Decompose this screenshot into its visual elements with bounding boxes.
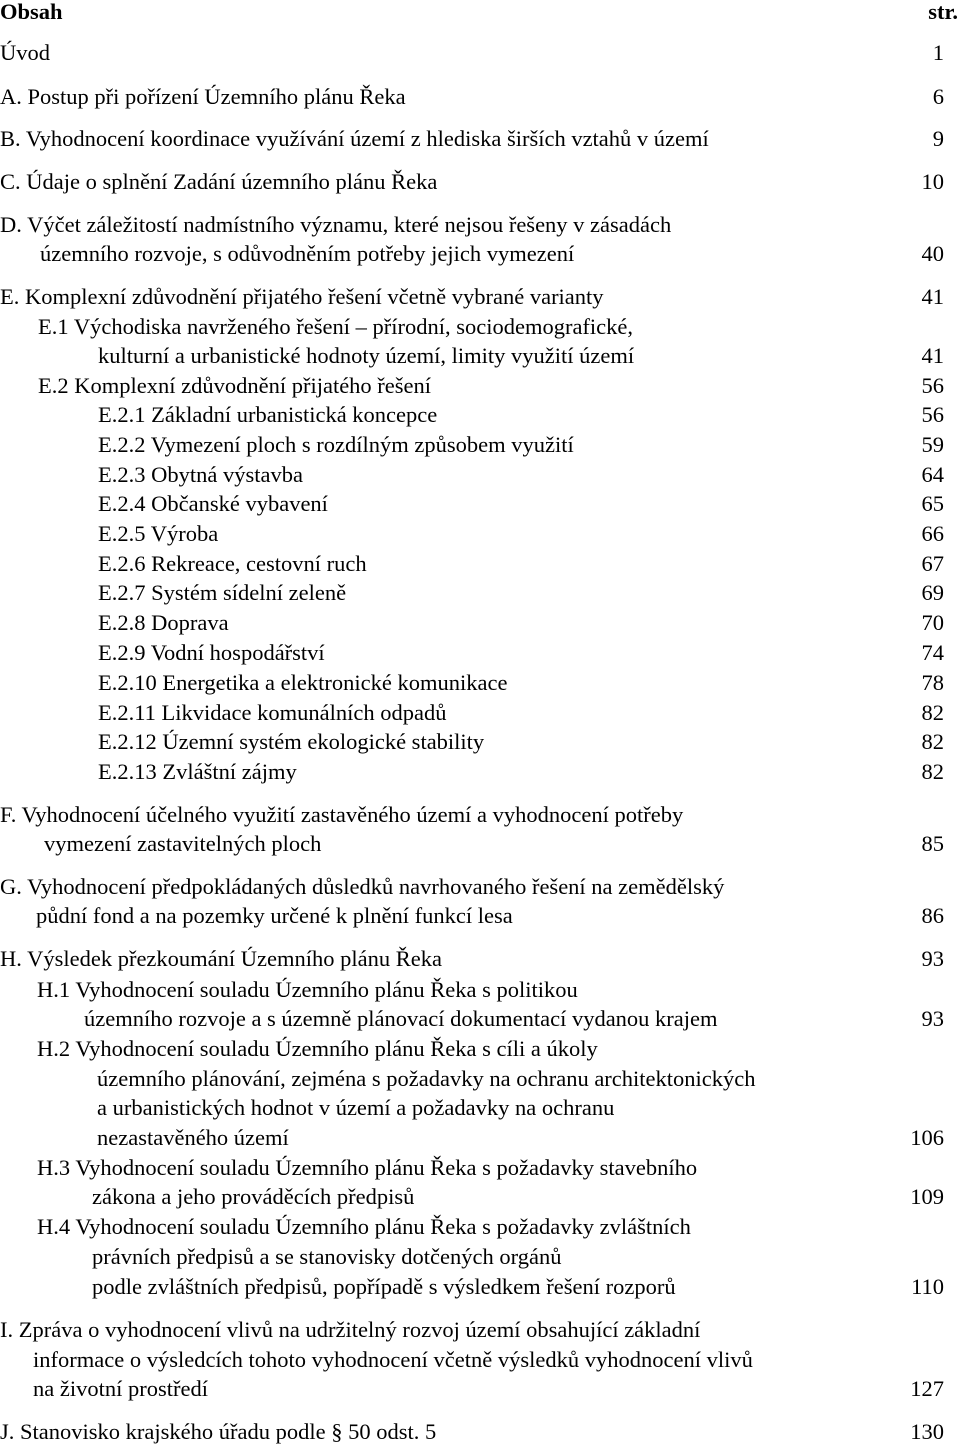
toc-entry-text: E. Komplexní zdůvodnění přijatého řešení včetně vybrané varianty <box>0 284 604 309</box>
toc-entry[interactable] <box>0 1242 960 1272</box>
toc-entry-page: 59 <box>921 432 944 457</box>
toc-entry-text: půdní fond a na pozemky určené k plnění funkcí lesa <box>36 903 513 928</box>
toc-entry-page: 10 <box>921 169 944 194</box>
toc-entry-text: E.2.3 Obytná výstavba <box>98 462 303 487</box>
toc-entry-text: Úvod <box>0 40 50 65</box>
toc-entry-page: 106 <box>910 1125 944 1150</box>
toc-entry-page: 65 <box>921 491 944 516</box>
toc-entry-text: F. Vyhodnocení účelného využití zastavěného území a vyhodnocení potřeby <box>0 802 684 827</box>
toc-entry-text: E.2 Komplexní zdůvodnění přijatého řešení <box>38 373 432 398</box>
toc-entry-page: 130 <box>910 1419 944 1444</box>
toc-entry[interactable] <box>0 239 960 269</box>
toc-entry-text: B. Vyhodnocení koordinace využívání území z hlediska širších vztahů v území <box>0 126 709 151</box>
toc-entry-page: 74 <box>921 640 944 665</box>
toc-entry-page: 82 <box>921 759 944 784</box>
toc-entry-text: nezastavěného území <box>97 1125 289 1150</box>
toc-entry-text: E.2.11 Likvidace komunálních odpadů <box>98 700 447 725</box>
toc-entry-text: E.1 Východiska navrženého řešení – přírodní, sociodemografické, <box>38 314 634 339</box>
toc-entry-page: 69 <box>921 580 944 605</box>
toc-entry-text: H.4 Vyhodnocení souladu Územního plánu Řeka s požadavky zvláštních <box>37 1214 691 1239</box>
toc-entry-text: D. Výčet záležitostí nadmístního významu, které nejsou řešeny v zásadách <box>0 212 672 237</box>
toc-entry-page: 93 <box>921 946 944 971</box>
toc-entry[interactable] <box>0 1093 960 1123</box>
toc-entry-text: I. Zpráva o vyhodnocení vlivů na udržitelný rozvoj území obsahující základní <box>0 1317 701 1342</box>
toc-entry-page: 82 <box>921 700 944 725</box>
toc-entry[interactable] <box>0 1004 960 1034</box>
toc-entry-text: H.2 Vyhodnocení souladu Územního plánu Řeka s cíli a úkoly <box>37 1036 598 1061</box>
toc-entry[interactable] <box>0 578 960 608</box>
toc-header <box>0 0 960 27</box>
toc-entry-text: H.1 Vyhodnocení souladu Územního plánu Řeka s politikou <box>37 977 578 1002</box>
toc-entry-page: 6 <box>932 84 944 109</box>
toc-entry-text: zákona a jeho prováděcích předpisů <box>92 1184 415 1209</box>
toc-entry[interactable] <box>0 519 960 549</box>
toc-entry-text: E.2.4 Občanské vybavení <box>98 491 328 516</box>
toc-entry-text: vymezení zastavitelných ploch <box>44 831 322 856</box>
toc-entry[interactable] <box>0 1182 960 1212</box>
toc-entry[interactable] <box>0 38 960 68</box>
toc-entry-text: A. Postup při pořízení Územního plánu Řeka <box>0 84 406 109</box>
toc-entry[interactable] <box>0 430 960 460</box>
toc-entry-text: E.2.5 Výroba <box>98 521 219 546</box>
toc-entry-page: 85 <box>921 831 944 856</box>
toc-entry[interactable] <box>0 829 960 859</box>
toc-entry-text: J. Stanovisko krajského úřadu podle § 50 odst. 5 <box>0 1419 437 1444</box>
toc-entry-text: E.2.13 Zvláštní zájmy <box>98 759 297 784</box>
toc-entry[interactable] <box>0 371 960 401</box>
toc-entry-text: H.3 Vyhodnocení souladu Územního plánu Řeka s požadavky stavebního <box>37 1155 698 1180</box>
toc-entry[interactable] <box>0 975 960 1005</box>
toc-entry-text: E.2.6 Rekreace, cestovní ruch <box>98 551 367 576</box>
page-column-label: str. <box>928 0 958 24</box>
toc-entry-page: 110 <box>911 1274 944 1299</box>
toc-entry-page: 66 <box>921 521 944 546</box>
toc-entry-page: 41 <box>921 284 944 309</box>
toc-entry-page: 9 <box>932 126 944 151</box>
toc-entry-page: 40 <box>921 241 944 266</box>
toc-entry-text: C. Údaje o splnění Zadání územního plánu Řeka <box>0 169 438 194</box>
toc-entry[interactable] <box>0 608 960 638</box>
toc-entry-page: 127 <box>910 1376 944 1401</box>
toc-entry-page: 93 <box>921 1006 944 1031</box>
toc-entry-text: na životní prostředí <box>33 1376 208 1401</box>
toc-entry[interactable] <box>0 901 960 931</box>
toc-entry[interactable] <box>0 124 960 154</box>
toc-entry-text: E.2.8 Doprava <box>98 610 229 635</box>
toc-entry-text: územního rozvoje a s územně plánovací dokumentací vydanou krajem <box>84 1006 718 1031</box>
toc-entry[interactable] <box>0 638 960 668</box>
toc-entry[interactable] <box>0 1345 960 1375</box>
toc-entry[interactable] <box>0 312 960 342</box>
toc-entry[interactable] <box>0 1417 960 1447</box>
toc-entry[interactable] <box>0 489 960 519</box>
toc-entry[interactable] <box>0 282 960 312</box>
toc-entry-page: 109 <box>910 1184 944 1209</box>
toc-entry-text: E.2.1 Základní urbanistická koncepce <box>98 402 438 427</box>
toc-entry-text: E.2.12 Územní systém ekologické stability <box>98 729 485 754</box>
toc-entry-page: 78 <box>921 670 944 695</box>
toc-entry-page: 70 <box>921 610 944 635</box>
toc-entry[interactable] <box>0 1212 960 1242</box>
toc-entry-text: právních předpisů a se stanovisky dotčených orgánů <box>92 1244 562 1269</box>
toc-entry[interactable] <box>0 668 960 698</box>
toc-title: Obsah <box>0 0 63 24</box>
toc-entry[interactable] <box>0 341 960 371</box>
toc-entry-text: G. Vyhodnocení předpokládaných důsledků navrhovaného řešení na zemědělský <box>0 874 725 899</box>
toc-entry-page: 82 <box>921 729 944 754</box>
toc-entry[interactable] <box>0 210 960 240</box>
toc-entry-page: 56 <box>921 373 944 398</box>
toc-entry[interactable] <box>0 460 960 490</box>
toc-entry[interactable] <box>0 400 960 430</box>
toc-entry[interactable] <box>0 1123 960 1153</box>
toc-entry-text: podle zvláštních předpisů, popřípadě s výsledkem řešení rozporů <box>92 1274 676 1299</box>
toc-entry[interactable] <box>0 1272 960 1302</box>
toc-entry[interactable] <box>0 1064 960 1094</box>
toc-entry-text: územního plánování, zejména s požadavky na ochranu architektonických <box>97 1066 756 1091</box>
toc-entry-page: 41 <box>921 343 944 368</box>
toc-entry-text: E.2.10 Energetika a elektronické komunikace <box>98 670 508 695</box>
toc-entry-page: 56 <box>921 402 944 427</box>
toc-entry-page: 67 <box>921 551 944 576</box>
toc-entry[interactable] <box>0 727 960 757</box>
toc-entry-page: 86 <box>921 903 944 928</box>
toc-entry-text: a urbanistických hodnot v území a požadavky na ochranu <box>97 1095 615 1120</box>
toc-entry[interactable] <box>0 800 960 830</box>
toc-entry[interactable] <box>0 1034 960 1064</box>
toc-entry-text: H. Výsledek přezkoumání Územního plánu Řeka <box>0 946 442 971</box>
toc-entry-text: kulturní a urbanistické hodnoty území, limity využití území <box>98 343 635 368</box>
toc-entry-page: 1 <box>932 40 944 65</box>
toc-entry[interactable] <box>0 1374 960 1404</box>
toc-entry[interactable] <box>0 872 960 902</box>
toc-entry[interactable] <box>0 549 960 579</box>
toc-entry[interactable] <box>0 1315 960 1345</box>
toc-entry-page: 64 <box>921 462 944 487</box>
toc-entry[interactable] <box>0 167 960 197</box>
toc-entry-text: E.2.9 Vodní hospodářství <box>98 640 325 665</box>
toc-entry[interactable] <box>0 944 960 974</box>
toc-entry-text: E.2.7 Systém sídelní zeleně <box>98 580 347 605</box>
toc-entry[interactable] <box>0 82 960 112</box>
toc-entry[interactable] <box>0 757 960 787</box>
toc-entry[interactable] <box>0 1153 960 1183</box>
toc-entry[interactable] <box>0 698 960 728</box>
toc-entry-text: územního rozvoje, s odůvodněním potřeby jejich vymezení <box>40 241 575 266</box>
toc-entry-text: informace o výsledcích tohoto vyhodnocení včetně výsledků vyhodnocení vlivů <box>33 1347 753 1372</box>
toc-entry-text: E.2.2 Vymezení ploch s rozdílným způsobem využití <box>98 432 574 457</box>
